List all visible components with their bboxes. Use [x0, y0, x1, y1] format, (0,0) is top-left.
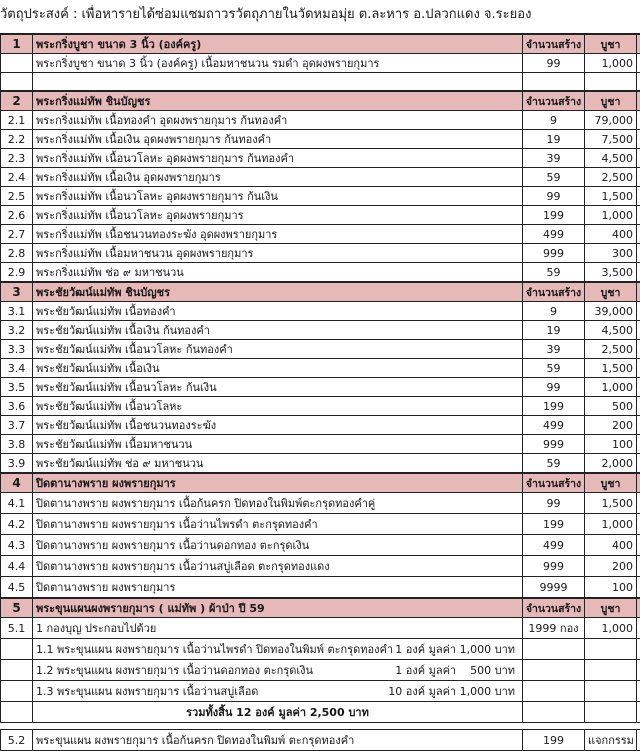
item-quantity: 99 [523, 378, 585, 397]
section-title: พระกริ่งแม่ทัพ ชินบัญชร [33, 91, 523, 111]
item-price: 7,500 [585, 130, 637, 149]
sub-item-content [36, 661, 519, 679]
qty-column-header: จำนวนสร้าง [523, 34, 585, 54]
item-price: 1,000 [585, 618, 637, 639]
item-description: พระกริ่งบูชา ขนาด 3 นิ้ว (องค์ครู) เนื้อมหาชนวน รมดำ อุดผงพรายกุมาร [33, 54, 523, 73]
item-quantity: 19 [523, 321, 585, 340]
section-header-row [1, 34, 640, 54]
empty-cell [585, 73, 637, 92]
table-row [1, 244, 640, 263]
item-quantity: 39 [523, 340, 585, 359]
item-quantity: 9999 [523, 577, 585, 599]
sub-item-value: 1 องค์ มูลค่า 500 บาท [395, 661, 519, 679]
section-header-row [1, 598, 640, 618]
qty-column-header: จำนวนสร้าง [523, 282, 585, 302]
item-price: 100 [585, 435, 637, 454]
item-price: แจกกรรม [585, 730, 637, 751]
section-title: พระชัยวัฒน์แม่ทัพ ชินบัญชร [33, 282, 523, 302]
item-quantity: 999 [523, 556, 585, 577]
item-quantity: 59 [523, 359, 585, 378]
extra-column-cell [637, 378, 640, 397]
table-row [1, 378, 640, 397]
empty-cell [1, 660, 33, 681]
extra-column-cell [637, 302, 640, 321]
item-number: 3.1 [1, 302, 33, 321]
section-number: 4 [1, 473, 33, 493]
item-quantity: 59 [523, 168, 585, 187]
extra-column-cell [637, 454, 640, 474]
sub-item-value: 10 องค์ มูลค่า 1,000 บาท [388, 682, 519, 700]
table-row [1, 435, 640, 454]
table-row [1, 225, 640, 244]
item-quantity: 59 [523, 263, 585, 283]
table-row [1, 454, 640, 474]
item-description: พระกริ่งแม่ทัพ เนื้อมหาชนวน อุดผงพรายกุมาร [33, 244, 523, 263]
sub-item-text: 1.2 พระขุนแผน ผงพรายกุมาร เนื้อว่านดอกทอง ตะกรุดเงิน [36, 661, 313, 679]
item-quantity: 99 [523, 187, 585, 206]
item-number: 3.8 [1, 435, 33, 454]
item-description: ปิดตานางพราย ผงพรายกุมาร [33, 577, 523, 599]
empty-cell [585, 702, 637, 723]
item-price: 400 [585, 535, 637, 556]
section-number: 1 [1, 34, 33, 54]
empty-cell [1, 702, 33, 723]
qty-column-header: จำนวนสร้าง [523, 473, 585, 493]
item-number: 2.1 [1, 111, 33, 130]
item-number: 3.4 [1, 359, 33, 378]
sub-item-description [33, 639, 523, 660]
price-column-header: บูชา [585, 282, 637, 302]
item-quantity: 199 [523, 514, 585, 535]
item-quantity: 19 [523, 130, 585, 149]
table-row [1, 340, 640, 359]
table-row [1, 618, 640, 639]
item-quantity: 999 [523, 435, 585, 454]
item-description: พระชัยวัฒน์แม่ทัพ เนื้อนวโลหะ [33, 397, 523, 416]
extra-column-cell [637, 149, 640, 168]
summary-row [1, 702, 640, 723]
item-number: 4.2 [1, 514, 33, 535]
item-price: 1,000 [585, 378, 637, 397]
item-price: 1,000 [585, 206, 637, 225]
extra-column-cell [637, 130, 640, 149]
extra-column-cell [637, 225, 640, 244]
section-number: 2 [1, 91, 33, 111]
extra-column-cell [637, 556, 640, 577]
extra-column-cell [637, 618, 640, 639]
extra-column-cell [637, 187, 640, 206]
item-description: ปิดตานางพราย ผงพรายกุมาร เนื้อก้นครก ปิดทองในพิมพ์ตะกรุดทองคำคู่ [33, 493, 523, 514]
item-price: 2,500 [585, 340, 637, 359]
item-price: 1,000 [585, 514, 637, 535]
table-row [1, 187, 640, 206]
extra-column-cell [637, 111, 640, 130]
spacer-cell [33, 723, 523, 730]
spacer-row [1, 723, 640, 730]
item-description: พระชัยวัฒน์แม่ทัพ เนื้อมหาชนวน [33, 435, 523, 454]
extra-column-cell [637, 598, 640, 618]
sub-item-content [36, 640, 519, 658]
item-number: 5.1 [1, 618, 33, 639]
sub-item-value: 1 องค์ มูลค่า 1,000 บาท [395, 640, 519, 658]
empty-cell [523, 681, 585, 702]
qty-column-header: จำนวนสร้าง [523, 598, 585, 618]
price-column-header: บูชา [585, 473, 637, 493]
table-row [1, 514, 640, 535]
price-table [0, 33, 640, 751]
item-price: 1,500 [585, 359, 637, 378]
item-number: 4.4 [1, 556, 33, 577]
table-row [1, 206, 640, 225]
item-price: 2,500 [585, 168, 637, 187]
item-price: 1,000 [585, 54, 637, 73]
extra-column-cell [637, 321, 640, 340]
item-description: พระชัยวัฒน์แม่ทัพ เนื้อทองคำ [33, 302, 523, 321]
table-row [1, 54, 640, 73]
item-number: 3.3 [1, 340, 33, 359]
extra-column-cell [637, 493, 640, 514]
table-row [1, 577, 640, 599]
empty-cell [523, 702, 585, 723]
item-quantity: 9 [523, 111, 585, 130]
item-description: พระกริ่งแม่ทัพ เนื้อเงิน อุดผงพรายกุมาร ก้นทองคำ [33, 130, 523, 149]
empty-cell [637, 639, 640, 660]
empty-cell [523, 639, 585, 660]
extra-column-cell [637, 435, 640, 454]
item-description: พระชัยวัฒน์แม่ทัพ ช่อ ๙ มหาชนวน [33, 454, 523, 474]
item-description: พระขุนแผน ผงพรายกุมาร เนื้อก้นครก ปิดทองในพิมพ์ ตะกรุดทองคำ [33, 730, 523, 751]
table-row [1, 397, 640, 416]
item-description: ปิดตานางพราย ผงพรายกุมาร เนื้อว่านไพรดำ ตะกรุดทองคำ [33, 514, 523, 535]
item-price: 2,000 [585, 454, 637, 474]
section-number: 5 [1, 598, 33, 618]
item-number: 2.6 [1, 206, 33, 225]
item-quantity: 499 [523, 416, 585, 435]
item-price: 200 [585, 416, 637, 435]
empty-cell [585, 639, 637, 660]
section-header-row [1, 473, 640, 493]
item-price: 4,500 [585, 149, 637, 168]
empty-cell [637, 660, 640, 681]
extra-column-cell [637, 54, 640, 73]
empty-cell [585, 660, 637, 681]
item-number: 3.5 [1, 378, 33, 397]
item-number: 2.9 [1, 263, 33, 283]
table-row [1, 111, 640, 130]
item-quantity: 9 [523, 302, 585, 321]
sub-item-text: 1.1 พระขุนแผน ผงพรายกุมาร เนื้อว่านไพรดำ ปิดทองในพิมพ์ ตะกรุดทองคำ [36, 640, 393, 658]
extra-column-cell [637, 473, 640, 493]
item-description: พระกริ่งแม่ทัพ เนื้อทองคำ อุดผงพรายกุมาร ก้นทองคำ [33, 111, 523, 130]
item-description: พระชัยวัฒน์แม่ทัพ เนื้อชนวนทองระฆัง [33, 416, 523, 435]
item-price: 1,500 [585, 187, 637, 206]
item-price: 3,500 [585, 263, 637, 283]
item-description: ปิดตานางพราย ผงพรายกุมาร เนื้อว่านดอกทอง ตะกรุดเงิน [33, 535, 523, 556]
extra-column-cell [637, 416, 640, 435]
price-column-header: บูชา [585, 34, 637, 54]
sub-item-row [1, 660, 640, 681]
item-description: พระกริ่งแม่ทัพ ช่อ ๙ มหาชนวน [33, 263, 523, 283]
item-price: 200 [585, 556, 637, 577]
extra-column-cell [637, 34, 640, 54]
item-description: พระชัยวัฒน์แม่ทัพ เนื้อนวโลหะ ก้นทองคำ [33, 340, 523, 359]
table-row [1, 302, 640, 321]
item-price: 400 [585, 225, 637, 244]
empty-cell [637, 702, 640, 723]
item-price: 500 [585, 397, 637, 416]
extra-column-cell [637, 91, 640, 111]
item-number: 4.5 [1, 577, 33, 599]
table-row [1, 168, 640, 187]
extra-column-cell [637, 730, 640, 751]
empty-cell [523, 660, 585, 681]
extra-column-cell [637, 282, 640, 302]
item-number: 5.2 [1, 730, 33, 751]
item-quantity: 199 [523, 397, 585, 416]
item-price: 39,000 [585, 302, 637, 321]
item-number: 2.7 [1, 225, 33, 244]
extra-column-cell [637, 340, 640, 359]
item-number: 2.5 [1, 187, 33, 206]
table-row [1, 535, 640, 556]
empty-row [1, 73, 640, 92]
item-number: 3.2 [1, 321, 33, 340]
qty-column-header: จำนวนสร้าง [523, 91, 585, 111]
spacer-cell [1, 723, 33, 730]
item-number: 2.2 [1, 130, 33, 149]
section-header-row [1, 282, 640, 302]
section-number: 3 [1, 282, 33, 302]
empty-cell [1, 639, 33, 660]
table-row [1, 130, 640, 149]
extra-column-cell [637, 514, 640, 535]
empty-cell [637, 681, 640, 702]
item-price: 79,000 [585, 111, 637, 130]
item-description: พระชัยวัฒน์แม่ทัพ เนื้อนวโลหะ ก้นเงิน [33, 378, 523, 397]
item-description: พระชัยวัฒน์แม่ทัพ เนื้อเงิน ก้นทองคำ [33, 321, 523, 340]
table-row [1, 730, 640, 751]
table-row [1, 321, 640, 340]
extra-column-cell [637, 535, 640, 556]
empty-cell [33, 73, 523, 92]
empty-cell [1, 681, 33, 702]
item-number [1, 54, 33, 73]
item-quantity: 59 [523, 454, 585, 474]
extra-column-cell [637, 577, 640, 599]
price-column-header: บูชา [585, 598, 637, 618]
sub-item-description [33, 660, 523, 681]
section-title: พระกริ่งบูชา ขนาด 3 นิ้ว (องค์ครู) [33, 34, 523, 54]
item-description: พระกริ่งแม่ทัพ เนื้อเงิน อุดผงพรายกุมาร [33, 168, 523, 187]
item-quantity: 1999 กอง [523, 618, 585, 639]
item-description: พระกริ่งแม่ทัพ เนื้อนวโลหะ อุดผงพรายกุมาร ก้นเงิน [33, 187, 523, 206]
sub-item-content [36, 682, 519, 700]
item-number: 4.1 [1, 493, 33, 514]
sub-item-text: 1.3 พระขุนแผน ผงพรายกุมาร เนื้อว่านสบู่เลือด [36, 682, 258, 700]
item-quantity: 39 [523, 149, 585, 168]
item-quantity: 999 [523, 244, 585, 263]
extra-column-cell [637, 206, 640, 225]
item-number: 3.9 [1, 454, 33, 474]
sub-item-row [1, 639, 640, 660]
item-description: พระกริ่งแม่ทัพ เนื้อนวโลหะ อุดผงพรายกุมาร [33, 206, 523, 225]
table-row [1, 416, 640, 435]
table-row [1, 359, 640, 378]
item-description: พระชัยวัฒน์แม่ทัพ เนื้อเงิน [33, 359, 523, 378]
sub-item-row [1, 681, 640, 702]
item-number: 3.7 [1, 416, 33, 435]
item-price: 300 [585, 244, 637, 263]
item-price: 100 [585, 577, 637, 599]
page-title: วัตถุประสงค์ : เพื่อหารายได้ซ่อมแซมถาวรวัตถุภายในวัดหมอมุ่ย ต.ละหาร อ.ปลวกแดง จ.ระยอง [0, 4, 531, 26]
summary-text: รวมทั้งสิ้น 12 องค์ มูลค่า 2,500 บาท [33, 702, 523, 723]
section-title: พระขุนแผนผงพรายกุมาร ( แม่ทัพ ) ผ้าป่า ปี 59 [33, 598, 523, 618]
table-row [1, 263, 640, 283]
item-description: ปิดตานางพราย ผงพรายกุมาร เนื้อว่านสบู่เลือด ตะกรุดทองแดง [33, 556, 523, 577]
item-number: 4.3 [1, 535, 33, 556]
empty-cell [637, 73, 640, 92]
extra-column-cell [637, 397, 640, 416]
item-price: 1,500 [585, 493, 637, 514]
sub-item-description [33, 681, 523, 702]
item-description: พระกริ่งแม่ทัพ เนื้อชนวนทองระฆัง อุดผงพรายกุมาร [33, 225, 523, 244]
item-quantity: 499 [523, 225, 585, 244]
extra-column-cell [637, 244, 640, 263]
extra-column-cell [637, 263, 640, 283]
item-number: 2.4 [1, 168, 33, 187]
empty-cell [585, 681, 637, 702]
item-price: 4,500 [585, 321, 637, 340]
item-number: 3.6 [1, 397, 33, 416]
spacer-cell [637, 723, 640, 730]
item-quantity: 99 [523, 54, 585, 73]
item-description: 1 กองบุญ ประกอบไปด้วย [33, 618, 523, 639]
item-quantity: 499 [523, 535, 585, 556]
extra-column-cell [637, 359, 640, 378]
item-quantity: 199 [523, 730, 585, 751]
spacer-cell [523, 723, 585, 730]
empty-cell [523, 73, 585, 92]
item-description: พระกริ่งแม่ทัพ เนื้อนวโลหะ อุดผงพรายกุมาร ก้นทองคำ [33, 149, 523, 168]
spacer-cell [585, 723, 637, 730]
item-number: 2.3 [1, 149, 33, 168]
item-quantity: 99 [523, 493, 585, 514]
section-header-row [1, 91, 640, 111]
table-row [1, 493, 640, 514]
item-number: 2.8 [1, 244, 33, 263]
table-row [1, 556, 640, 577]
section-title: ปิดตานางพราย ผงพรายกุมาร [33, 473, 523, 493]
empty-cell [1, 73, 33, 92]
price-column-header: บูชา [585, 91, 637, 111]
item-quantity: 199 [523, 206, 585, 225]
extra-column-cell [637, 168, 640, 187]
table-row [1, 149, 640, 168]
